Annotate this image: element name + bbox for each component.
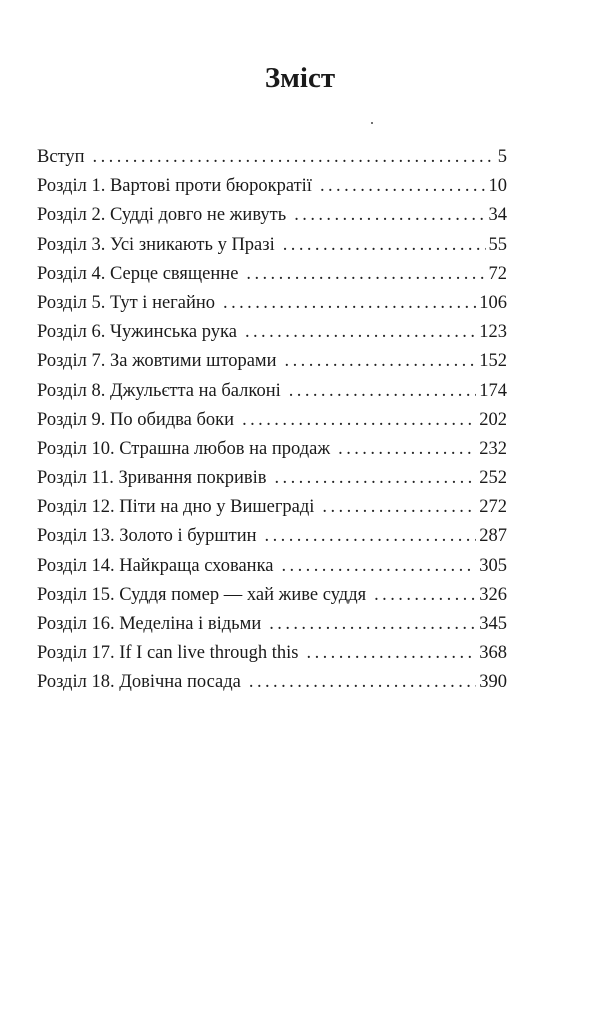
toc-entry-page: 5 — [497, 147, 507, 167]
toc-entry-page: 345 — [479, 614, 507, 634]
toc-entry-title: Розділ 14. Найкраща схованка — [37, 555, 274, 576]
toc-entry-page: 10 — [488, 176, 507, 197]
dot-leader — [285, 351, 477, 372]
table-of-contents — [37, 147, 507, 702]
toc-entry — [37, 410, 507, 439]
dot-leader — [320, 176, 486, 197]
toc-entry — [37, 351, 507, 380]
toc-entry-title: Розділ 15. Суддя помер — хай живе суддя — [37, 584, 367, 605]
toc-entry-title: Розділ 2. Судді довго не живуть — [37, 205, 287, 226]
dot-leader — [249, 672, 476, 693]
toc-entry-page: 326 — [479, 584, 507, 605]
toc-entry-page: 34 — [488, 205, 507, 226]
toc-entry — [37, 264, 507, 293]
toc-entry-title: Розділ 9. По обидва боки — [37, 409, 235, 430]
dot-leader — [282, 556, 477, 577]
toc-entry-title: Розділ 10. Страшна любов на продаж — [37, 438, 331, 459]
toc-entry — [37, 497, 507, 526]
toc-entry — [37, 468, 507, 497]
toc-entry-title: Вступ — [37, 147, 85, 167]
toc-entry-title: Розділ 17. If I can live through this — [37, 643, 299, 664]
scan-speck — [371, 122, 373, 124]
dot-leader — [294, 205, 485, 226]
toc-entry-title: Розділ 13. Золото і бурштин — [37, 526, 257, 547]
toc-entry-page: 106 — [479, 292, 507, 313]
toc-entry-page: 272 — [479, 497, 507, 518]
toc-entry-page: 72 — [488, 263, 507, 284]
toc-entry-title: Розділ 16. Меделіна і відьми — [37, 614, 262, 634]
toc-entry — [37, 322, 507, 351]
toc-entry-title: Розділ 18. Довічна посада — [37, 672, 241, 693]
toc-entry-page: 287 — [479, 526, 507, 547]
toc-entry-page: 368 — [479, 643, 507, 664]
toc-entry-title: Розділ 4. Серце священне — [37, 263, 239, 284]
toc-entry-title: Розділ 1. Вартові проти бюрократії — [37, 176, 312, 197]
toc-entry — [37, 672, 507, 701]
toc-entry — [37, 439, 507, 468]
toc-entry-page: 202 — [479, 409, 507, 430]
dot-leader — [93, 147, 495, 168]
dot-leader — [338, 439, 476, 460]
dot-leader — [307, 643, 477, 664]
toc-entry — [37, 235, 507, 264]
toc-entry-page: 232 — [479, 438, 507, 459]
toc-entry-page: 174 — [479, 380, 507, 401]
toc-entry-page: 152 — [479, 351, 507, 372]
toc-entry — [37, 556, 507, 585]
dot-leader — [265, 526, 477, 547]
toc-entry-title: Розділ 12. Піти на дно у Вишеграді — [37, 497, 315, 518]
toc-entry — [37, 585, 507, 614]
toc-entry — [37, 614, 507, 643]
toc-entry-page: 252 — [479, 468, 507, 489]
dot-leader — [289, 381, 477, 402]
toc-entry — [37, 176, 507, 205]
toc-entry — [37, 147, 507, 176]
dot-leader — [274, 468, 476, 489]
page-title: Зміст — [264, 62, 336, 94]
dot-leader — [322, 497, 476, 518]
dot-leader — [246, 264, 485, 285]
toc-entry — [37, 643, 507, 672]
toc-entry — [37, 205, 507, 234]
toc-entry-title: Розділ 7. За жовтими шторами — [37, 351, 277, 372]
dot-leader — [283, 235, 486, 256]
dot-leader — [269, 614, 476, 635]
toc-entry — [37, 381, 507, 410]
toc-entry-page: 55 — [488, 234, 507, 255]
toc-entry-title: Розділ 11. Зривання покривів — [37, 468, 267, 489]
toc-entry — [37, 293, 507, 322]
toc-entry-title: Розділ 3. Усі зникають у Празі — [37, 234, 275, 255]
dot-leader — [245, 322, 476, 343]
toc-entry-title: Розділ 5. Тут і негайно — [37, 292, 216, 313]
toc-entry-title: Розділ 6. Чужинська рука — [37, 322, 237, 343]
toc-entry-title: Розділ 8. Джульєтта на балконі — [37, 380, 281, 401]
toc-entry-page: 123 — [479, 322, 507, 343]
dot-leader — [223, 293, 476, 314]
dot-leader — [242, 410, 476, 431]
dot-leader — [374, 585, 476, 606]
toc-entry-page: 390 — [479, 672, 507, 693]
toc-entry — [37, 526, 507, 555]
toc-entry-page: 305 — [479, 555, 507, 576]
